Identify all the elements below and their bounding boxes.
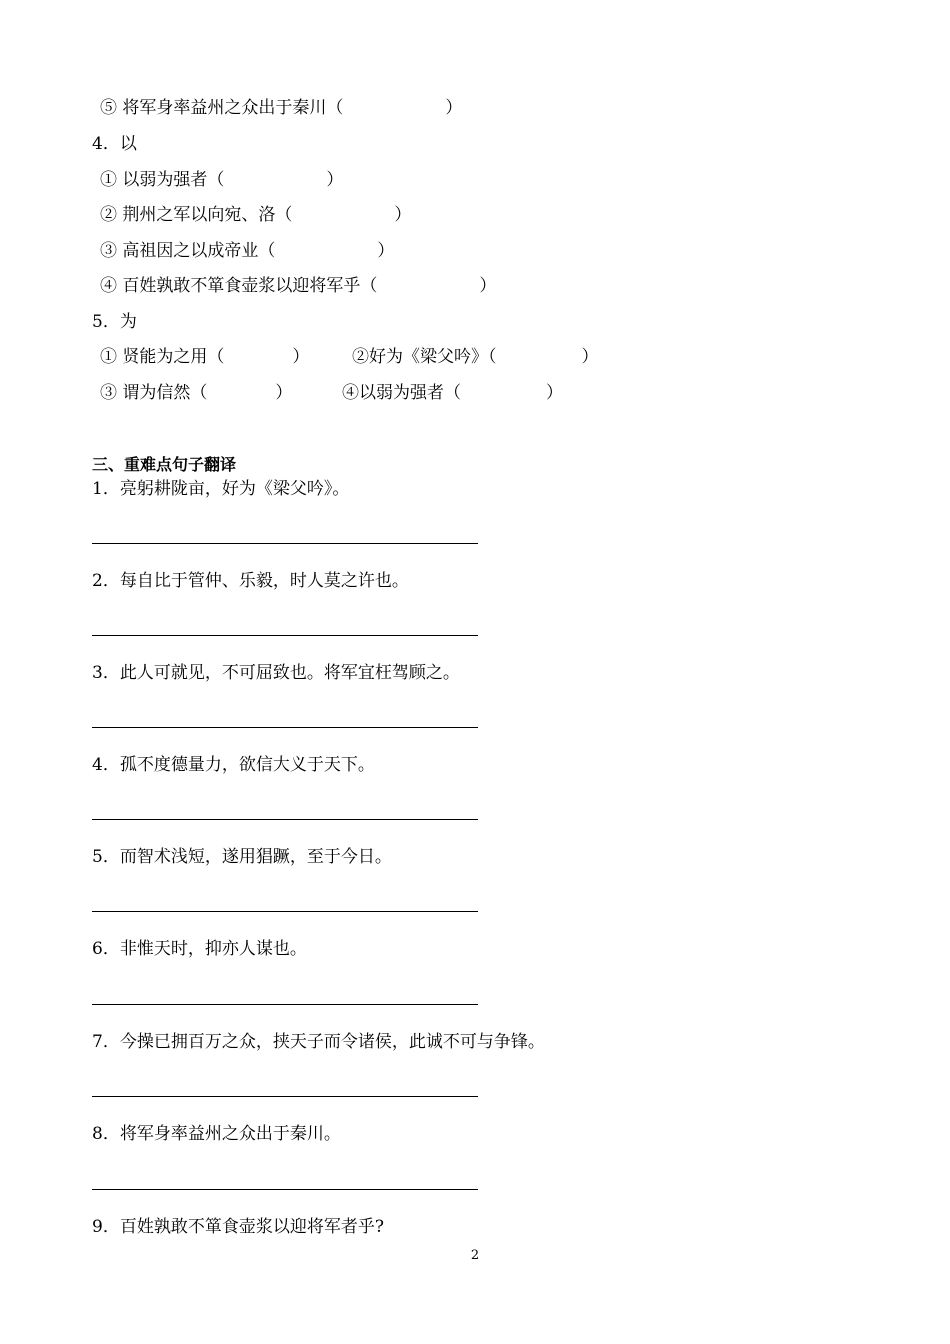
q5-item-4: ④以弱为强者（ ） (342, 383, 563, 403)
q4-heading: 4．以 (92, 134, 137, 154)
q4-item-1: ① 以弱为强者（ ） (100, 170, 344, 190)
q5-item-1: ① 贤能为之用（ ） (100, 347, 310, 367)
answer-line-7 (92, 1096, 478, 1097)
q4-item-2: ② 荆州之军以向宛、洛（ ） (100, 205, 412, 225)
page-number: 2 (470, 1248, 480, 1263)
translation-item-4: 4．孤不度德量力，欲信大义于天下。 (92, 755, 375, 775)
answer-line-2 (92, 635, 478, 636)
q5-item-3: ③ 谓为信然（ ） (100, 383, 293, 403)
q5-heading: 5．为 (92, 312, 137, 332)
translation-item-3: 3．此人可就见，不可屈致也。将军宜枉驾顾之。 (92, 663, 460, 683)
answer-line-4 (92, 819, 478, 820)
translation-item-7: 7．今操已拥百万之众，挟天子而令诸侯，此诚不可与争锋。 (92, 1032, 545, 1052)
translation-item-2: 2．每自比于管仲、乐毅，时人莫之许也。 (92, 571, 409, 591)
translation-item-1: 1．亮躬耕陇亩，好为《梁父吟》。 (92, 479, 350, 499)
q4-item-4: ④ 百姓孰敢不箪食壶浆以迎将军乎（ ） (100, 276, 497, 296)
translation-item-9: 9．百姓孰敢不箪食壶浆以迎将军者乎? (92, 1217, 384, 1237)
q5-item-2: ②好为《梁父吟》（ ） (352, 347, 599, 367)
translation-item-6: 6．非惟天时，抑亦人谋也。 (92, 939, 307, 959)
q3-item-5: ⑤ 将军身率益州之众出于秦川（ ） (100, 98, 463, 118)
translation-item-8: 8．将军身率益州之众出于秦川。 (92, 1124, 341, 1144)
answer-line-8 (92, 1189, 478, 1190)
answer-line-6 (92, 1004, 478, 1005)
translation-item-5: 5．而智术浅短，遂用猖蹶，至于今日。 (92, 847, 392, 867)
answer-line-5 (92, 911, 478, 912)
q4-item-3: ③ 高祖因之以成帝业（ ） (100, 241, 395, 261)
section-3-title: 三、重难点句子翻译 (92, 455, 237, 474)
answer-line-3 (92, 727, 478, 728)
answer-line-1 (92, 543, 478, 544)
